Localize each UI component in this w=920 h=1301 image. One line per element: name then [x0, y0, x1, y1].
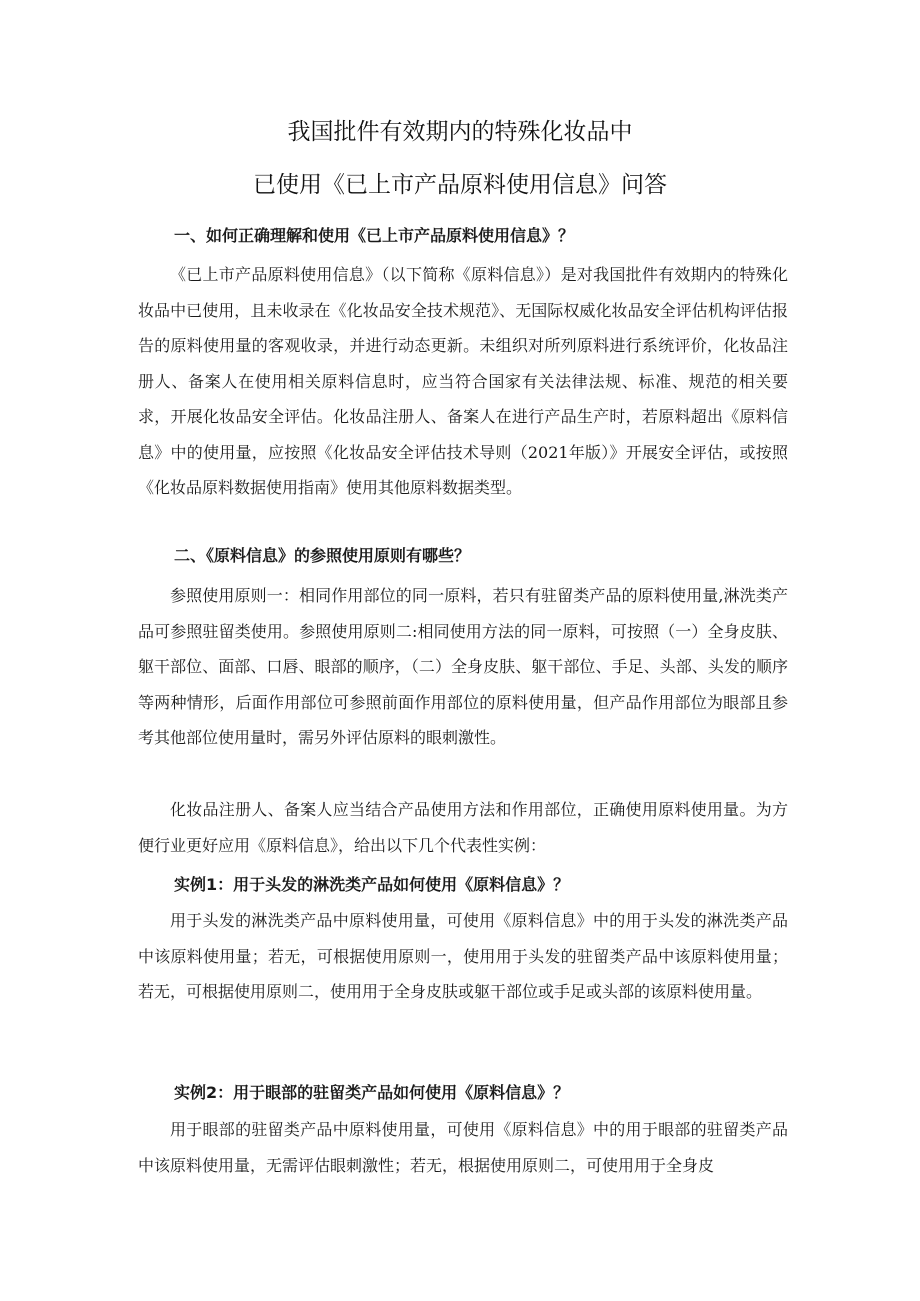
document-title-line-2: 已使用《已上市产品原料使用信息》问答 [253, 172, 667, 198]
example-2-paragraph: 用于眼部的驻留类产品中原料使用量，可使用《原料信息》中的用于眼部的驻留类产品中该原料使用量，无需评估眼刺激性；若无，根据使用原则二，可使用用于全身皮 [138, 1120, 788, 1175]
example-heading-1: 实例1：用于头发的淋洗类产品如何使用《原料信息》？ [174, 875, 570, 894]
section-2-paragraph-1: 参照使用原则一：相同作用部位的同一原料，若只有驻留类产品的原料使用量,淋洗类产品可参照驻留类使用。参照使用原则二:相同使用方法的同一原料，可按照（一）全身皮肤、躯干部位、面部、口唇、眼部的顺序，（二）全身皮肤、躯干部位、手足、头部、头发的顺序等两种情形，后面作用部位可参照前面作用部位的原料使用量，但产品作用部位为眼部且参考其他部位使用量时，需另外评估原料的眼刺激性。 [138, 586, 788, 747]
example-1-paragraph: 用于头发的淋洗类产品中原料使用量，可使用《原料信息》中的用于头发的淋洗类产品中该原料使用量；若无，可根据使用原则一，使用用于头发的驻留类产品中该原料使用量；若无，可根据使用原则二，使用用于全身皮肤或躯干部位或手足或头部的该原料使用量。 [138, 911, 788, 1001]
section-1-paragraph-1: 《已上市产品原料使用信息》（以下简称《原料信息》）是对我国批件有效期内的特殊化妆品中已使用，且未收录在《化妆品安全技术规范》、无国际权威化妆品安全评估机构评估报告的原料使用量的客观收录，并进行动态更新。未组织对所列原料进行系统评价，化妆品注册人、备案人在使用相关原料信息时，应当符合国家有关法律法规、标准、规范的相关要求，开展化妆品安全评估。化妆品注册人、备案人在进行产品生产时，若原料超出《原料信息》中的使用量，应按照《化妆品安全评估技术导则（2021年版）》开展安全评估，或按照《化妆品原料数据使用指南》使用其他原料数据类型。 [138, 265, 788, 497]
example-heading-2: 实例2：用于眼部的驻留类产品如何使用《原料信息》？ [174, 1083, 570, 1102]
document-title-line-1: 我国批件有效期内的特殊化妆品中 [287, 119, 633, 145]
section-heading-2: 二、《原料信息》的参照使用原则有哪些？ [174, 546, 471, 565]
section-heading-1: 一、如何正确理解和使用《已上市产品原料使用信息》？ [174, 226, 575, 245]
section-2-paragraph-2: 化妆品注册人、备案人应当结合产品使用方法和作用部位，正确使用原料使用量。为方便行业更好应用《原料信息》，给出以下几个代表性实例： [138, 800, 788, 855]
